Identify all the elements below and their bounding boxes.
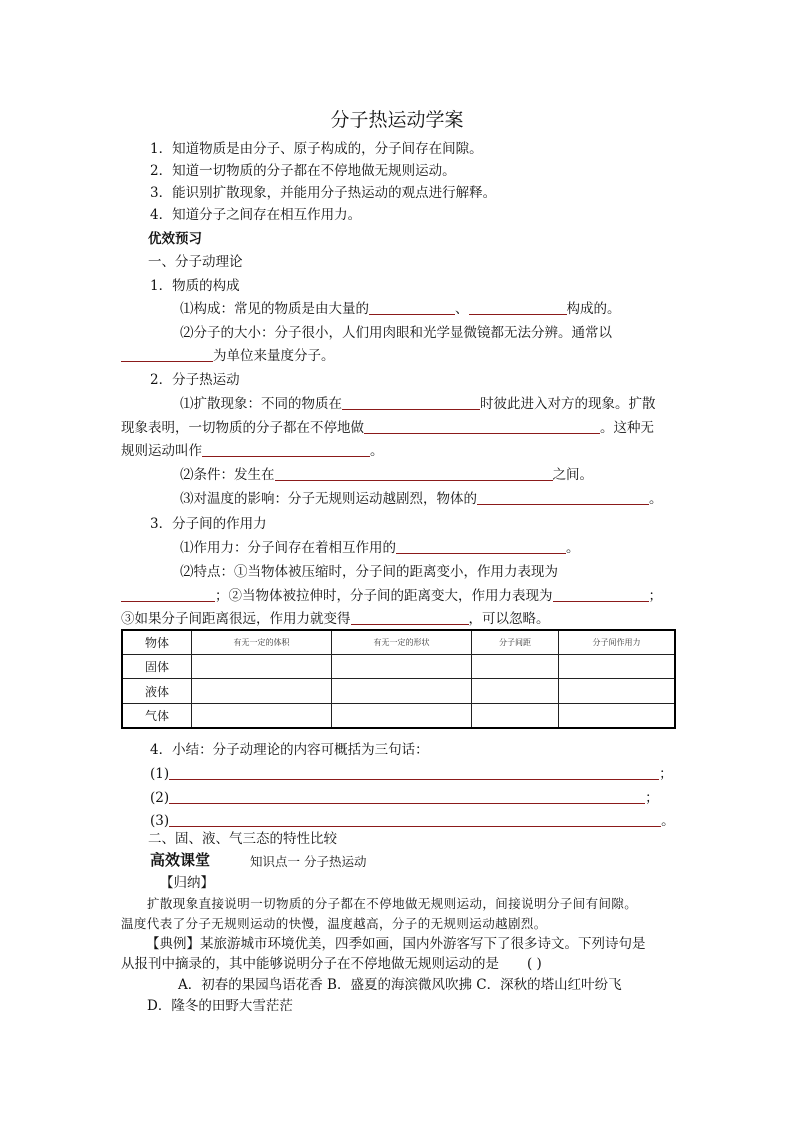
table-header: 物体	[122, 630, 192, 655]
item3-2-line2	[121, 587, 662, 605]
table-header: 分子间作用力	[559, 630, 676, 655]
summary-label: (2)	[150, 790, 170, 806]
item1-2-line2	[121, 347, 335, 365]
item1-2-text: ⑵分子的大小：分子很小，人们用肉眼和光学显微镜都无法分辨。通常以	[180, 325, 612, 341]
item2-2-text-b: 之间。	[552, 467, 593, 483]
summary-end: ；	[645, 790, 659, 806]
blank-thermal-motion[interactable]	[202, 442, 370, 457]
item2-1-line1	[180, 395, 656, 413]
example-text: 从报刊中摘录的，其中能够说明分子在不停地做无规则运动的是	[121, 956, 499, 972]
answer-bracket[interactable]: ( )	[527, 956, 542, 972]
item2-3-line	[180, 490, 663, 508]
table-row-label: 固体	[122, 655, 192, 679]
states-table	[121, 629, 676, 729]
item3-1-text-a: ⑴作用力：分子间存在着相互作用的	[180, 540, 396, 556]
summary-line-3	[150, 812, 675, 830]
item3-2-text: ⑵特点：①当物体被压缩时，分子间的距离变小，作用力表现为	[180, 564, 558, 580]
blank-condition[interactable]	[275, 466, 553, 481]
blank-weak[interactable]	[351, 610, 469, 625]
item1-2-end: 为单位来量度分子。	[213, 348, 335, 364]
item2-1-text-a: ⑴扩散现象：不同的物质在	[180, 396, 342, 412]
item3-3-text-a: ③如果分子间距离很远，作用力就变得	[121, 611, 351, 627]
blank-summary-1[interactable]	[169, 765, 659, 780]
section2-heading: 二、固、液、气三态的特性比较	[148, 831, 337, 847]
blank-contact[interactable]	[342, 395, 480, 410]
item2-2-line	[180, 466, 593, 484]
guina-line-2: 温度代表了分子无规则运动的快慢，温度越高，分子的无规则运动越剧烈。	[121, 916, 547, 931]
page-title: 分子热运动学案	[330, 109, 464, 131]
item3-1-line	[180, 539, 580, 557]
item3-3-text-b: ，可以忽略。	[468, 611, 550, 627]
item1-1-text: ⑴构成：常见的物质是由大量的	[180, 301, 369, 317]
preview-heading: 优效预习	[148, 231, 202, 247]
item1-1-sep: 、	[455, 301, 469, 317]
table-cell[interactable]	[472, 703, 559, 728]
item2-1-text-d: 。这种无	[600, 420, 654, 436]
item2-1-text-e: 规则运动叫作	[121, 443, 202, 459]
guina-label: 【归纳】	[160, 875, 214, 891]
summary-line-1	[150, 765, 673, 783]
item1-1-line	[180, 300, 621, 318]
goal-1: 1．知道物质是由分子、原子构成的，分子间存在间隙。	[150, 141, 483, 157]
table-cell[interactable]	[559, 679, 676, 703]
table-cell[interactable]	[332, 679, 472, 703]
table-row-label: 气体	[122, 703, 192, 728]
blank-compress[interactable]	[121, 587, 215, 602]
blank-particle-1[interactable]	[369, 300, 455, 315]
item3-2-text-c: ；	[648, 588, 662, 604]
blank-summary-3[interactable]	[169, 812, 661, 827]
item2-1-text-f: 。	[370, 443, 384, 459]
blank-motion[interactable]	[364, 419, 600, 434]
table-header: 有无一定的形状	[332, 630, 472, 655]
blank-stretch[interactable]	[553, 587, 649, 602]
class-heading: 高效课堂	[150, 851, 211, 869]
item3-3-line	[121, 610, 550, 628]
table-cell[interactable]	[192, 679, 332, 703]
table-header: 分子间距	[472, 630, 559, 655]
item1-1-end: 构成的。	[566, 301, 621, 317]
table-cell[interactable]	[472, 679, 559, 703]
blank-unit[interactable]	[121, 347, 213, 362]
table-cell[interactable]	[559, 655, 676, 679]
table-row	[122, 703, 675, 728]
option-d: D．隆冬的田野大雪茫茫	[147, 998, 293, 1014]
table-cell[interactable]	[472, 655, 559, 679]
summary-end: 。	[661, 813, 675, 829]
example-line-2	[121, 955, 542, 973]
item3-1-text-b: 。	[566, 540, 580, 556]
guina-line-1: 扩散现象直接说明一切物质的分子都在不停地做无规则运动，间接说明分子间有间隙。	[147, 896, 638, 911]
table-header: 有无一定的体积	[192, 630, 332, 655]
item2-1-text-c: 现象表明，一切物质的分子都在不停地做	[121, 420, 364, 436]
item2-3-text-b: 。	[649, 491, 663, 507]
table-cell[interactable]	[192, 655, 332, 679]
knowledge-point: 知识点一 分子热运动	[250, 854, 367, 869]
blank-force[interactable]	[396, 539, 566, 554]
goal-4: 4．知道分子之间存在相互作用力。	[150, 207, 362, 223]
summary-label: (3)	[150, 813, 170, 829]
item1-heading: 1．物质的构成	[150, 278, 240, 294]
item2-1-line3	[121, 442, 384, 460]
item2-1-line2	[121, 419, 654, 437]
table-cell[interactable]	[192, 703, 332, 728]
blank-particle-2[interactable]	[469, 300, 567, 315]
section1-heading: 一、分子动理论	[148, 254, 243, 270]
blank-temperature[interactable]	[477, 490, 649, 505]
table-header-row	[122, 630, 675, 655]
item4-heading: 4．小结：分子动理论的内容可概括为三句话：	[150, 742, 429, 758]
table-row-label: 液体	[122, 679, 192, 703]
table-cell[interactable]	[332, 703, 472, 728]
goal-2: 2．知道一切物质的分子都在不停地做无规则运动。	[150, 163, 456, 179]
example-line-1: 【典例】某旅游城市环境优美，四季如画，国内外游客写下了很多诗文。下列诗句是	[146, 936, 646, 952]
item2-1-text-b: 时彼此进入对方的现象。扩散	[480, 396, 656, 412]
item2-heading: 2．分子热运动	[150, 372, 240, 388]
item2-2-text-a: ⑵条件：发生在	[180, 467, 275, 483]
blank-summary-2[interactable]	[169, 789, 645, 804]
table-cell[interactable]	[559, 703, 676, 728]
item2-3-text-a: ⑶对温度的影响：分子无规则运动越剧烈，物体的	[180, 491, 477, 507]
summary-end: ；	[659, 766, 673, 782]
options-abc: A．初春的果园鸟语花香 B．盛夏的海滨微风吹拂 C．深秋的塔山红叶纷飞	[178, 977, 622, 993]
goal-3: 3．能识别扩散现象，并能用分子热运动的观点进行解释。	[150, 185, 497, 201]
table-cell[interactable]	[332, 655, 472, 679]
summary-label: (1)	[150, 766, 170, 782]
table-row	[122, 679, 675, 703]
table-row	[122, 655, 675, 679]
item3-heading: 3．分子间的作用力	[150, 516, 267, 532]
item3-2-text-b: ；②当物体被拉伸时，分子间的距离变大，作用力表现为	[215, 588, 553, 604]
summary-line-2	[150, 789, 659, 807]
